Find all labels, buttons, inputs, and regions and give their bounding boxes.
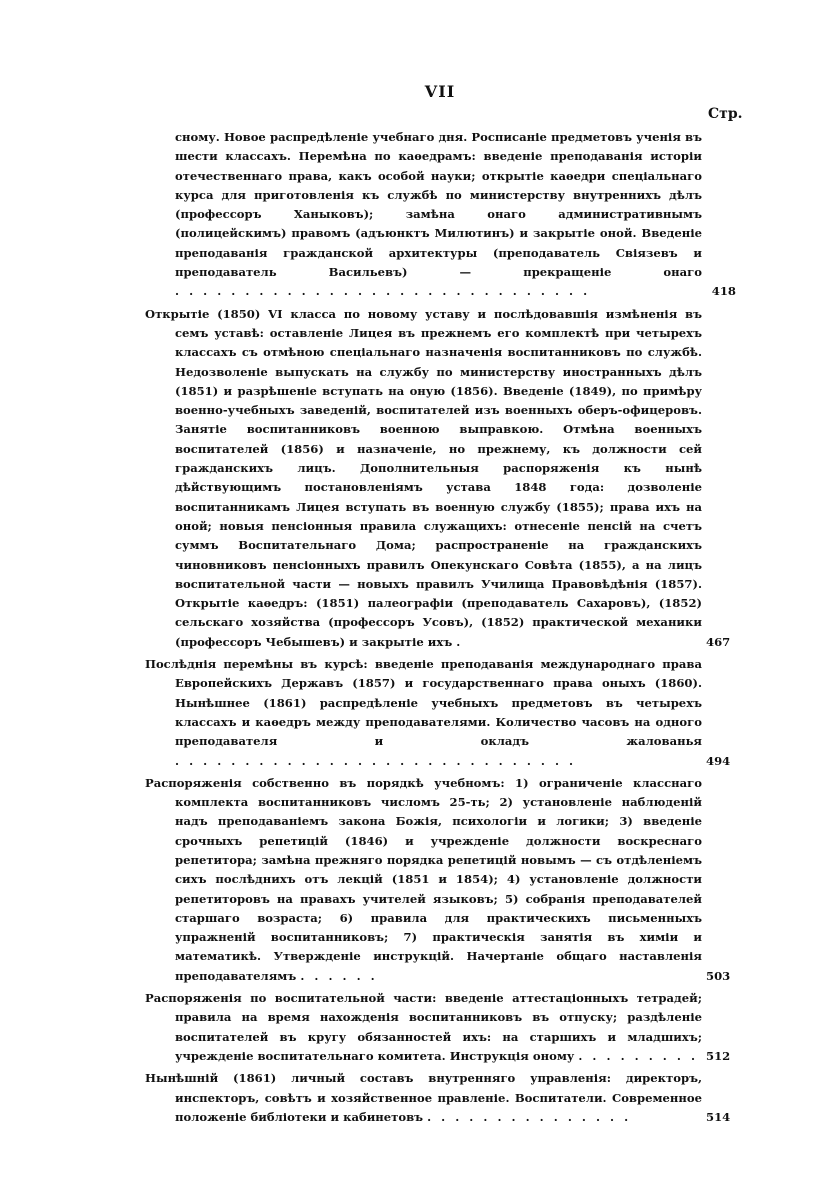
toc-entry-page: 418 bbox=[711, 284, 736, 299]
toc-entry-4: Распоряженія собственно въ порядкѣ учебномъ: 1) ограниченіе класснаго комплекта воспитанниковъ числомъ 25-ть; 2) установленіе наблюденій надъ преподаваніемъ закона Божія, психологіи и логики; 3) введеніе срочныхъ репетицій (1846) и учрежденіе должности воскреснаго репетитора; замѣна прежняго порядка репетицій новымъ — съ отдѣленіемъ сихъ послѣднихъ отъ лекцій (1851 и 1854); 4) установленіе должности репетиторовъ на правахъ учителей языковъ; 5) собранія преподавателей старшаго возраста; 6) правила для практическихъ письменныхъ упражненій воспитанниковъ; 7) практическія занятія въ химіи и математикѣ. Утвержденіе инструкцій. Начертаніе общаго наставленія преподавателямъ . . . . . . 503 bbox=[145, 775, 731, 983]
toc-entry-text: Распоряженія собственно въ порядкѣ учебномъ: 1) ограниченіе класснаго комплекта воспитанниковъ числомъ 25-ть; 2) установленіе наблюденій надъ преподаваніемъ закона Божія, психологіи и логики; 3) введеніе срочныхъ репетицій (1846) и учрежденіе должности воскреснаго репетитора; замѣна прежняго порядка репетицій новымъ — съ отдѣленіемъ сихъ послѣднихъ отъ лекцій (1851 и 1854); 4) установленіе должности репетиторовъ на правахъ учителей языковъ; 5) собранія преподавателей старшаго возраста; 6) правила для практическихъ письменныхъ упражненій воспитанниковъ; 7) практическія занятія въ химіи и математикѣ. Утвержденіе инструкцій. Начертаніе общаго наставленія преподавателямъ bbox=[145, 775, 702, 983]
toc-entry-3: Послѣднія перемѣны въ курсѣ: введеніе преподаванія международнаго права Европейскихъ Державъ (1857) и государственнаго права оныхъ (1860). Нынѣшнее (1861) распредѣленіе учебныхъ предметовъ въ четырехъ классахъ и каѳедръ между преподавателями. Количество часовъ на одного преподавателя и окладъ жалованья . . . . . . . . . . . . . . . . . . . . . . . . . . . . . 494 bbox=[145, 657, 731, 768]
toc-entry-6: Нынѣшній (1861) личный составъ внутренняго управленія: директоръ, инспекторъ, совѣтъ и хозяйственное правленіе. Воспитатели. Современное положеніе библіотеки и кабинетовъ . . . . . . . . . . . . . . . 514 bbox=[145, 1071, 731, 1124]
table-of-contents bbox=[145, 128, 742, 1130]
toc-entry-text: Нынѣшній (1861) личный составъ внутренняго управленія: директоръ, инспекторъ, совѣтъ и хозяйственное правленіе. Воспитатели. Современное положеніе библіотеки и кабинетовъ bbox=[145, 1071, 702, 1124]
page-column-label: Стр. bbox=[708, 106, 743, 122]
toc-entry-1 bbox=[145, 128, 742, 302]
toc-entry-5: Распоряженія по воспитательной части: введеніе аттестаціонныхъ тетрадей; правила на время нахожденія воспитанниковъ въ отпуску; раздѣленіе воспитателей въ кругу обязанностей ихъ: на старшихъ и младшихъ; учрежденіе воспитательнаго комитета. Инструкція оному . . . . . . . . . 512 bbox=[145, 991, 731, 1063]
page-number-roman: VII bbox=[424, 82, 456, 101]
leader-dots: . . . . . . . . . bbox=[578, 1048, 698, 1063]
leader-dots: . . . . . . bbox=[300, 968, 378, 983]
leader-dots: . . . . . . . . . . . . . . . . . . . . . . . . . . . . . . bbox=[175, 284, 591, 299]
toc-entry-2: Открытіе (1850) VI класса по новому уставу и послѣдовавшія измѣненія въ семъ уставѣ: оставленіе Лицея въ прежнемъ его комплектѣ при четырехъ классахъ съ отмѣною спеціальнаго назначенія воспитанниковъ по службѣ. Недозволеніе выпускать на службу по министерству иностранныхъ дѣлъ (1851) и разрѣшеніе вступать на оную (1856). Введеніе (1849), по примѣру военно-учебныхъ заведеній, воспитателей изъ военныхъ оберъ-офицеровъ. Занятіе воспитанниковъ военною выправкою. Отмѣна военныхъ воспитателей (1856) и назначеніе, но прежнему, къ должности сей гражданскихъ лицъ. Дополнительныя распоряженія къ нынѣ дѣйствующимъ постановленіямъ устава 1848 года: дозволеніе воспитанникамъ Лицея вступать въ военную службу (1855); права ихъ на оной; новыя пенсіонныя правила служащихъ: отнесеніе пенсій на счетъ суммъ Воспитательнаго Дома; распространеніе на гражданскихъ чиновниковъ пенсіонныхъ правилъ Опекунскаго Совѣта (1855), а на лицъ воспитательной части — новыхъ правилъ Училища Правовѣдѣнія (1857). Открытіе каѳедръ: (1851) палеографіи (преподаватель Сахаровъ), (1852) сельскаго хозяйства (профессоръ Усовъ), (1852) практической механики (профессоръ Чебышевъ) и закрытіе ихъ . 467 bbox=[145, 306, 731, 649]
leader-dots: . . . . . . . . . . . . . . . . . . . . . . . . . . . . . bbox=[175, 753, 577, 768]
leader-dots: . . . . . . . . . . . . . . . bbox=[427, 1109, 632, 1124]
toc-entry-text: Открытіе (1850) VI класса по новому уставу и послѣдовавшія измѣненія въ семъ уставѣ: оставленіе Лицея въ прежнемъ его комплектѣ при четырехъ классахъ съ отмѣною спеціальнаго назначенія воспитанниковъ по службѣ. Недозволеніе выпускать на службу по министерству иностранныхъ дѣлъ (1851) и разрѣшеніе вступать на оную (1856). Введеніе (1849), по примѣру военно-учебныхъ заведеній, воспитателей изъ военныхъ оберъ-офицеровъ. Занятіе воспитанниковъ военною выправкою. Отмѣна военныхъ воспитателей (1856) и назначеніе, но прежнему, къ должности сей гражданскихъ лицъ. Дополнительныя распоряженія къ нынѣ дѣйствующимъ постановленіямъ устава 1848 года: дозволеніе воспитанникамъ Лицея вступать въ военную службу (1855); права ихъ на оной; новыя пенсіонныя правила служащихъ: отнесеніе пенсій на счетъ суммъ Воспитательнаго Дома; распространеніе на гражданскихъ чиновниковъ пенсіонныхъ правилъ Опекунскаго Совѣта (1855), а на лицъ воспитательной части — новыхъ правилъ Училища Правовѣдѣнія (1857). Открытіе каѳедръ: (1851) палеографіи (преподаватель Сахаровъ), (1852) сельскаго хозяйства (профессоръ Усовъ), (1852) практической механики (профессоръ Чебышевъ) и закрытіе ихъ . bbox=[145, 306, 702, 649]
toc-entry-text: Послѣднія перемѣны въ курсѣ: введеніе преподаванія международнаго права Европейскихъ Державъ (1857) и государственнаго права оныхъ (1860). Нынѣшнее (1861) распредѣленіе учебныхъ предметовъ въ четырехъ классахъ и каѳедръ между преподавателями. Количество часовъ на одного преподавателя и окладъ жалованья bbox=[145, 657, 702, 749]
toc-entry-text: Распоряженія по воспитательной части: введеніе аттестаціонныхъ тетрадей; правила на время нахожденія воспитанниковъ въ отпуску; раздѣленіе воспитателей въ кругу обязанностей ихъ: на старшихъ и младшихъ; учрежденіе воспитательнаго комитета. Инструкція оному bbox=[145, 991, 702, 1063]
toc-entry-text: сному. Новое распредѣленіе учебнаго дня. Росписаніе предметовъ ученія въ шести классахъ. Перемѣна по каѳедрамъ: введеніе преподаванія исторіи отечественнаго права, какъ особой науки; открытіе каѳедри спеціальнаго курса для приготовленія къ службѣ по министерству внутреннихъ дѣлъ (профессоръ Ханыковъ); замѣна онаго административнымъ (полицейскимъ) правомъ (адъюнктъ Милютинъ) и закрытіе оной. Введеніе преподаванія гражданской архитектуры (преподаватель Свіязевъ и преподаватель Васильевъ) — прекращеніе онаго bbox=[175, 130, 702, 280]
